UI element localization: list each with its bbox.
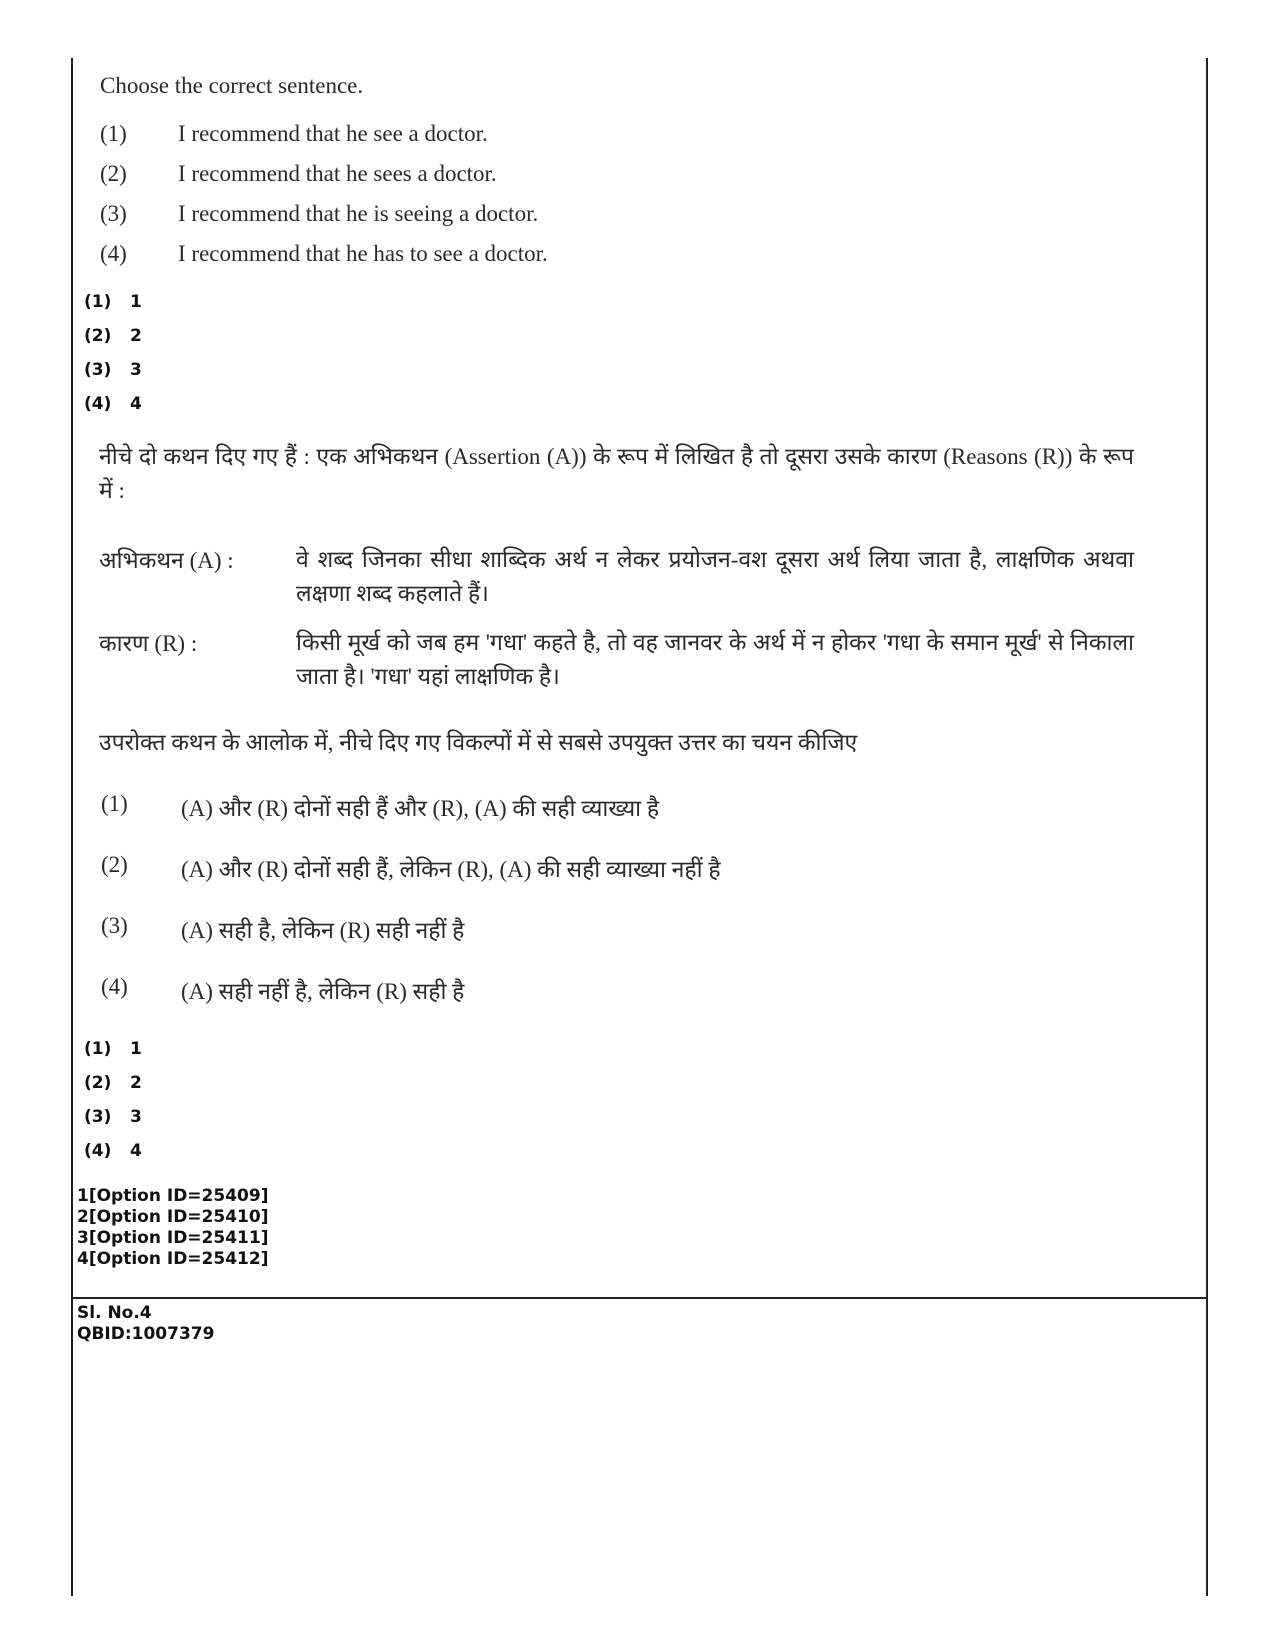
answer-value: 1	[130, 292, 142, 312]
answer-value: 4	[130, 394, 142, 414]
answer-num: (2)	[84, 326, 112, 346]
q2-instruction: उपरोक्त कथन के आलोक में, नीचे दिए गए विकल्पों में से सबसे उपयुक्त उत्तर का चयन कीजिए	[99, 730, 858, 755]
q1-option-text: I recommend that he is seeing a doctor.	[178, 201, 539, 226]
q1-option-num: (2)	[100, 161, 127, 186]
reason-text: किसी मूर्ख को जब हम 'गधा' कहते है, तो वह जानवर के अर्थ में न होकर 'गधा के समान मूर्ख' से निकाला जाता है। 'गधा' यहां लाक्षणिक है।	[296, 630, 1134, 689]
next-question-header	[77, 1303, 214, 1345]
answer-num: (3)	[84, 360, 112, 380]
q1-answer-choice[interactable]	[84, 394, 142, 414]
answer-value: 3	[130, 1107, 142, 1127]
q2-answer-choice[interactable]	[84, 1107, 142, 1127]
q2-option-text: (A) सही है, लेकिन (R) सही नहीं है	[181, 918, 465, 943]
q1-answer-choice[interactable]	[84, 360, 142, 380]
q2-option-num: (4)	[101, 974, 128, 999]
answer-num: (1)	[84, 292, 112, 312]
q1-option-num: (1)	[100, 121, 127, 146]
answer-value: 2	[130, 1073, 142, 1093]
qbid: QBID:1007379	[77, 1324, 215, 1344]
q2-option-num: (2)	[101, 852, 128, 877]
q2-option-text: (A) सही नहीं है, लेकिन (R) सही है	[181, 979, 465, 1004]
option-id: 4[Option ID=25412]	[77, 1249, 269, 1269]
q1-option-text: I recommend that he see a doctor.	[178, 121, 488, 146]
q2-answer-choice[interactable]	[84, 1073, 142, 1093]
answer-num: (1)	[84, 1039, 112, 1059]
answer-num: (4)	[84, 1141, 112, 1161]
q2-answer-choice[interactable]	[84, 1039, 142, 1059]
q2-option-text: (A) और (R) दोनों सही हैं और (R), (A) की सही व्याख्या है	[181, 796, 660, 821]
q1-option-num: (4)	[100, 241, 127, 266]
q1-option-num: (3)	[100, 201, 127, 226]
answer-num: (4)	[84, 394, 112, 414]
reason-label: कारण (R) :	[99, 631, 198, 656]
q1-option-text: I recommend that he sees a doctor.	[178, 161, 497, 186]
left-border	[71, 58, 73, 1596]
q1-option-text: I recommend that he has to see a doctor.	[178, 241, 548, 266]
answer-value: 3	[130, 360, 142, 380]
answer-value: 2	[130, 326, 142, 346]
q2-option-num: (1)	[101, 791, 128, 816]
q2-answer-choice[interactable]	[84, 1141, 142, 1161]
assertion-label: अभिकथन (A) :	[99, 548, 234, 573]
assertion-text: वे शब्द जिनका सीधा शाब्दिक अर्थ न लेकर प्रयोजन-वश दूसरा अर्थ लिया जाता है, लाक्षणिक अथवा लक्षणा शब्द कहलाते हैं।	[296, 547, 1134, 606]
answer-num: (2)	[84, 1073, 112, 1093]
q1-answer-choice[interactable]	[84, 292, 142, 312]
option-id: 1[Option ID=25409]	[77, 1186, 269, 1206]
q1-answer-choice[interactable]	[84, 326, 142, 346]
option-id-list	[77, 1186, 268, 1270]
answer-value: 4	[130, 1141, 142, 1161]
question-divider	[71, 1297, 1208, 1299]
q2-option-text: (A) और (R) दोनों सही हैं, लेकिन (R), (A) की सही व्याख्या नहीं है	[181, 857, 721, 882]
right-border	[1206, 58, 1208, 1596]
option-id: 2[Option ID=25410]	[77, 1207, 269, 1227]
answer-num: (3)	[84, 1107, 112, 1127]
q2-option-num: (3)	[101, 913, 128, 938]
option-id: 3[Option ID=25411]	[77, 1228, 269, 1248]
serial-number: Sl. No.4	[77, 1303, 152, 1323]
q2-intro: नीचे दो कथन दिए गए हैं : एक अभिकथन (Assertion (A)) के रूप में लिखित है तो दूसरा उसके कारण (Reasons (R)) के रूप में :	[99, 444, 1134, 503]
q1-prompt: Choose the correct sentence.	[100, 73, 364, 98]
answer-value: 1	[130, 1039, 142, 1059]
